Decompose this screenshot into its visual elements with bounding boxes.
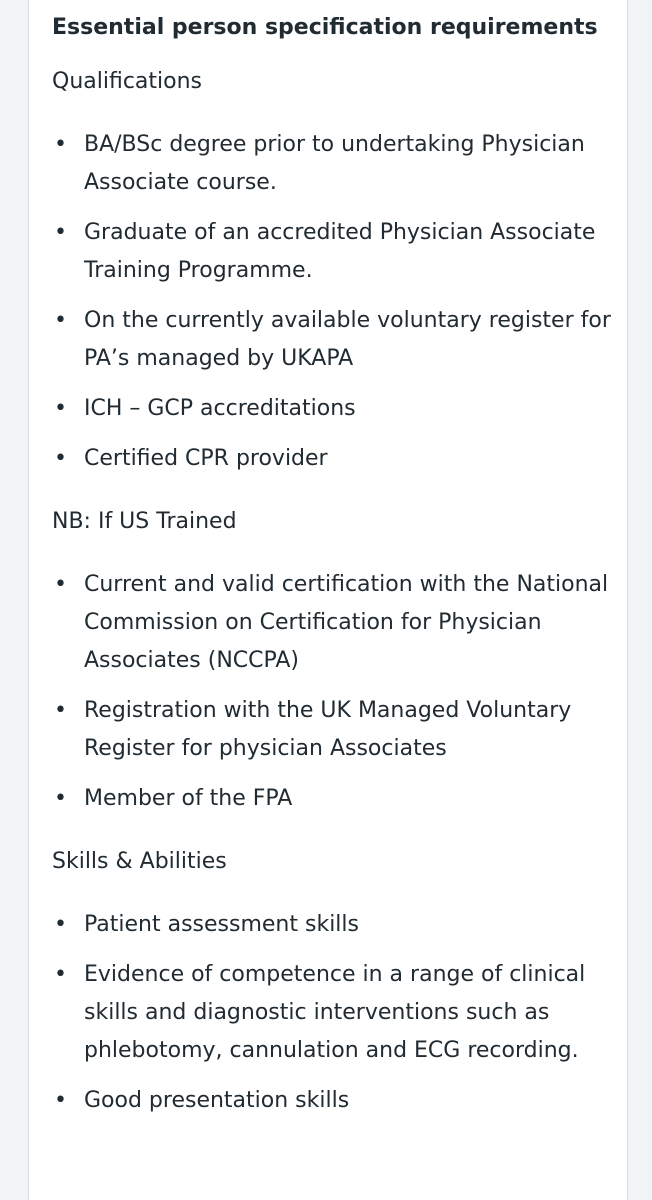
list-item-text: Patient assessment skills xyxy=(84,912,359,937)
bullet-icon: • xyxy=(54,396,67,421)
list-item xyxy=(52,390,612,428)
list-item xyxy=(52,906,612,944)
list-item-text: ICH – GCP accreditations xyxy=(84,396,356,421)
list-item xyxy=(52,1082,612,1120)
bullet-icon: • xyxy=(54,698,67,723)
list-item xyxy=(52,566,612,680)
list-item xyxy=(52,956,612,1070)
bullet-icon: • xyxy=(54,308,67,333)
bullet-icon: • xyxy=(54,220,67,245)
bullet-icon: • xyxy=(54,786,67,811)
list-item-text: Member of the FPA xyxy=(84,786,293,811)
list-item-text: Good presentation skills xyxy=(84,1088,350,1113)
list-item-text: Registration with the UK Managed Voluntary Register for physician Associates xyxy=(84,698,572,761)
bullet-icon: • xyxy=(54,962,67,987)
list-item-text: Graduate of an accredited Physician Associate Training Programme. xyxy=(84,220,596,283)
subsection-title-skills: Skills & Abilities xyxy=(52,849,227,874)
section-heading: Essential person specification requirements xyxy=(52,15,598,40)
list-item xyxy=(52,302,612,378)
bullet-icon: • xyxy=(54,572,67,597)
requirements-content xyxy=(52,0,612,1120)
list-item xyxy=(52,780,612,818)
list-item xyxy=(52,214,612,290)
bullet-icon: • xyxy=(54,446,67,471)
list-item-text: Evidence of competence in a range of clinical skills and diagnostic interventions such as phlebotomy, cannulation and ECG recording. xyxy=(84,962,586,1063)
list-item xyxy=(52,126,612,202)
panel-right-border xyxy=(627,0,628,1200)
bullet-icon: • xyxy=(54,132,67,157)
list-item-text: Certified CPR provider xyxy=(84,446,328,471)
bullet-icon: • xyxy=(54,912,67,937)
list-item-text: BA/BSc degree prior to undertaking Physician Associate course. xyxy=(84,132,585,195)
list-item xyxy=(52,692,612,768)
subsection-title-qualifications: Qualifications xyxy=(52,69,203,94)
subsection-title-us-trained: NB: If US Trained xyxy=(52,509,237,534)
us-trained-list xyxy=(52,566,612,818)
skills-list xyxy=(52,906,612,1120)
list-item-text: On the currently available voluntary register for PA’s managed by UKAPA xyxy=(84,308,611,371)
list-item-text: Current and valid certification with the National Commission on Certification for Physician Associates (NCCPA) xyxy=(84,572,609,673)
bullet-icon: • xyxy=(54,1088,67,1113)
list-item xyxy=(52,440,612,478)
qualifications-list xyxy=(52,126,612,478)
